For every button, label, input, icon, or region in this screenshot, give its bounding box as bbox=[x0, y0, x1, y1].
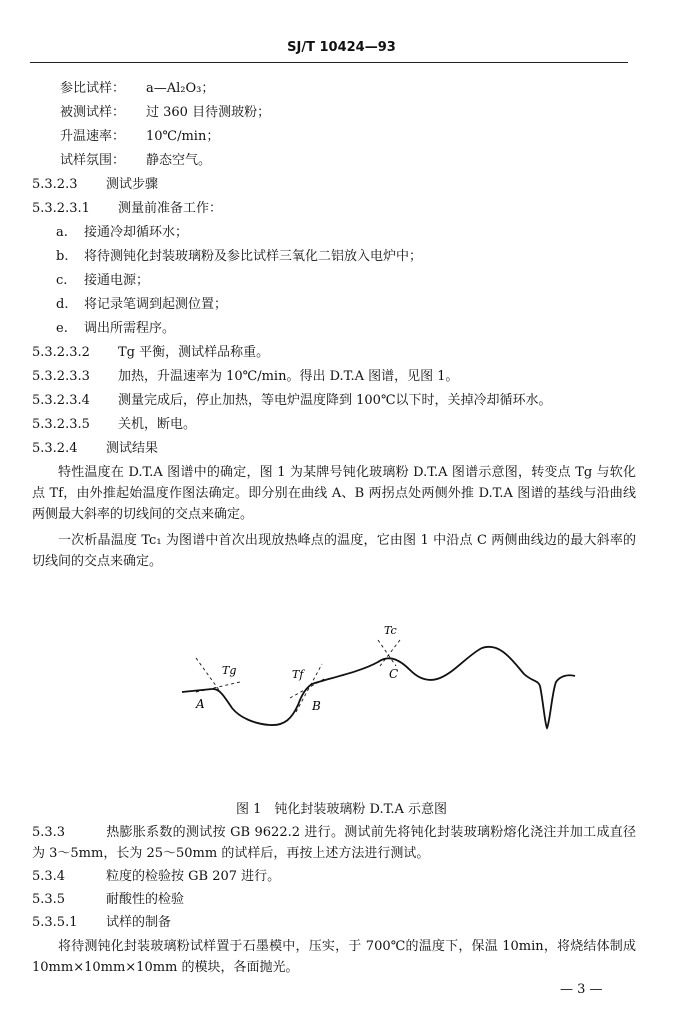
list-item bbox=[56, 320, 175, 338]
param-row bbox=[60, 128, 219, 146]
step-number: 5.3.2.3.3 bbox=[32, 369, 90, 384]
tg-label: Tg bbox=[222, 664, 237, 677]
section-heading bbox=[32, 868, 280, 886]
list-item bbox=[56, 272, 149, 290]
header-rule bbox=[30, 62, 628, 63]
section-heading bbox=[32, 891, 184, 909]
section-number: 5.3.4 bbox=[32, 869, 66, 884]
section-heading bbox=[32, 200, 222, 218]
section-title: 测试结果 bbox=[106, 441, 159, 456]
param-value: 静态空气。 bbox=[146, 153, 212, 168]
list-text: 调出所需程序。 bbox=[84, 321, 176, 336]
section-heading bbox=[32, 440, 158, 458]
step-row bbox=[32, 416, 196, 434]
result-paragraph-1: 特性温度在 D.T.A 图谱中的确定，图 1 为某牌号钝化玻璃粉 D.T.A 图谱示意图，转变点 Tg 与软化点 Tf，由外推起始温度作图法确定。即分别在曲线 A、B 两拐点处两侧外推 D.T.A 图谱的基线与沿曲线两侧最大斜率的切线间的交点来确定。 bbox=[32, 465, 636, 522]
step-row bbox=[32, 392, 552, 410]
param-value: 过 360 目待测玻粉； bbox=[146, 105, 271, 120]
list-text: 将待测钝化封装玻璃粉及参比试样三氧化二铝放入电炉中； bbox=[84, 249, 423, 264]
list-item bbox=[56, 248, 422, 266]
list-item bbox=[56, 224, 188, 242]
step-number: 5.3.2.3.5 bbox=[32, 417, 90, 432]
figure-caption: 图 1 钝化封装玻璃粉 D.T.A 示意图 bbox=[235, 802, 448, 817]
list-marker: e. bbox=[56, 321, 68, 336]
section-number: 5.3.2.3.1 bbox=[32, 201, 90, 216]
list-text: 接通冷却循环水； bbox=[84, 225, 189, 240]
section-number: 5.3.2.3 bbox=[32, 177, 78, 192]
tc-label: Tc bbox=[384, 624, 397, 637]
tf-label: Tf bbox=[292, 668, 304, 681]
section-text: 热膨胀系数的测试按 GB 9622.2 进行。测试前先将钝化封装玻璃粉熔化浇注并加工成直径为 3～5mm，长为 25～50mm 的试样后，再按上述方法进行测试。 bbox=[32, 825, 636, 861]
tc-left-tangent bbox=[378, 640, 396, 666]
section-title: 粒度的检验按 GB 207 进行。 bbox=[106, 869, 281, 884]
param-label: 升温速率： bbox=[60, 129, 126, 144]
section-heading bbox=[32, 176, 158, 194]
list-text: 将记录笔调到起测位置； bbox=[84, 297, 228, 312]
section-533 bbox=[32, 822, 636, 864]
section-number: 5.3.2.4 bbox=[32, 441, 78, 456]
section-number: 5.3.5.1 bbox=[32, 915, 78, 930]
standard-code-header: SJ/T 10424—93 bbox=[287, 40, 396, 55]
section-number: 5.3.5 bbox=[32, 892, 66, 907]
dta-figure bbox=[0, 600, 683, 790]
step-row bbox=[32, 368, 459, 386]
list-text: 接通电源； bbox=[84, 273, 150, 288]
point-label-c: C bbox=[389, 667, 399, 681]
param-row bbox=[60, 80, 214, 98]
step-text: 关机，断电。 bbox=[118, 417, 197, 432]
step-text: 测量完成后，停止加热，等电炉温度降到 100℃以下时，关掉冷却循环水。 bbox=[118, 393, 552, 408]
param-label: 参比试样： bbox=[60, 81, 126, 96]
list-marker: a. bbox=[56, 225, 68, 240]
dta-curve bbox=[182, 647, 575, 728]
section-title: 试样的制备 bbox=[106, 915, 172, 930]
point-label-b: B bbox=[312, 699, 321, 713]
section-title: 测试步骤 bbox=[106, 177, 159, 192]
page-number: — 3 — bbox=[560, 982, 603, 997]
list-item bbox=[56, 296, 227, 314]
step-text: Tg 平衡，测试样品称重。 bbox=[118, 345, 270, 360]
param-row bbox=[60, 104, 270, 122]
section-title: 耐酸性的检验 bbox=[106, 892, 185, 907]
section-heading bbox=[32, 914, 171, 932]
point-label-a: A bbox=[196, 697, 205, 711]
sample-prep-paragraph: 将待测钝化封装玻璃粉试样置于石墨模中，压实，于 700℃的温度下，保温 10min，将烧结体制成 10mm×10mm×10mm 的模块，各面抛光。 bbox=[32, 939, 636, 975]
step-row bbox=[32, 344, 269, 362]
param-label: 试样氛围： bbox=[60, 153, 126, 168]
list-marker: c. bbox=[56, 273, 68, 288]
step-text: 加热，升温速率为 10℃/min。得出 D.T.A 图谱，见图 1。 bbox=[118, 369, 459, 384]
step-number: 5.3.2.3.2 bbox=[32, 345, 90, 360]
result-paragraph-2: 一次析晶温度 Tc₁ 为图谱中首次出现放热峰点的温度，它由图 1 中沿点 C 两侧曲线边的最大斜率的切线间的交点来确定。 bbox=[32, 533, 636, 569]
tc-right-tangent bbox=[380, 640, 400, 666]
step-number: 5.3.2.3.4 bbox=[32, 393, 90, 408]
section-number: 5.3.3 bbox=[32, 825, 66, 840]
list-marker: b. bbox=[56, 249, 69, 264]
section-title: 测量前准备工作： bbox=[118, 201, 223, 216]
param-label: 被测试样： bbox=[60, 105, 126, 120]
param-value: a—Al₂O₃； bbox=[146, 81, 215, 96]
list-marker: d. bbox=[56, 297, 69, 312]
param-value: 10℃/min； bbox=[146, 129, 220, 144]
param-row bbox=[60, 152, 211, 170]
